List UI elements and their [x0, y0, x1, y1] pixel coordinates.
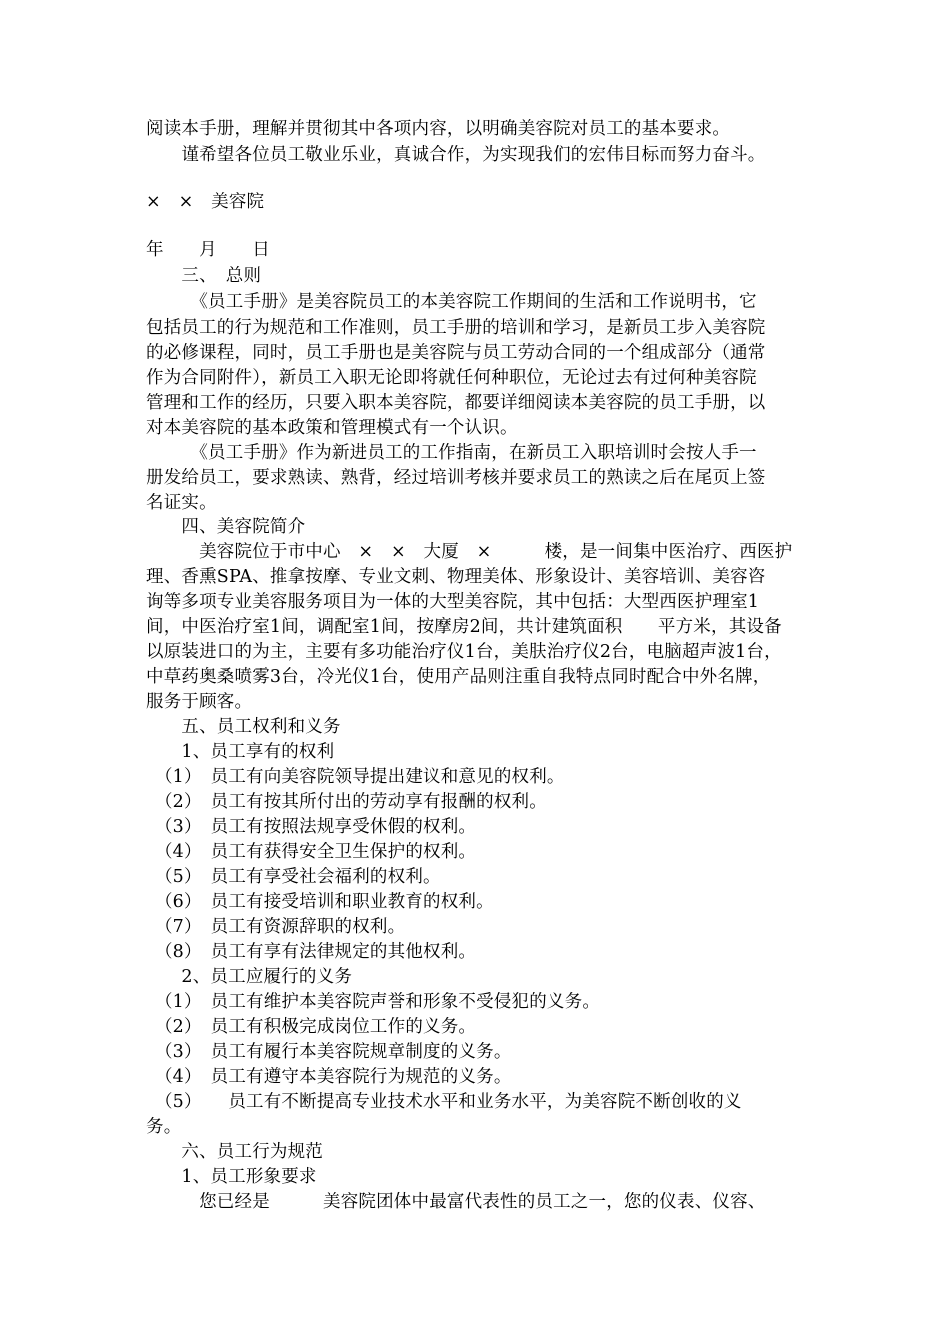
- list-item: （7） 员工有资源辞职的权利。: [146, 917, 406, 937]
- signature-date: 年 月 日: [146, 240, 270, 260]
- list-item: （4） 员工有遵守本美容院行为规范的义务。: [146, 1067, 512, 1087]
- text-line: 管理和工作的经历，只要入职本美容院，都要详细阅读本美容院的员工手册，以: [146, 393, 766, 413]
- list-item: （2） 员工有按其所付出的劳动享有报酬的权利。: [146, 792, 547, 812]
- text-line: 您已经是 美容院团体中最富代表性的员工之一，您的仪表、仪容、: [146, 1192, 766, 1212]
- list-item: （1） 员工有向美容院领导提出建议和意见的权利。: [146, 767, 565, 787]
- text-line: 的必修课程，同时，员工手册也是美容院与员工劳动合同的一个组成部分（通常: [146, 343, 766, 363]
- text-line: 谨希望各位员工敬业乐业，真诚合作，为实现我们的宏伟目标而努力奋斗。: [146, 145, 766, 165]
- text-line: 名证实。: [146, 493, 217, 513]
- text-line: 阅读本手册，理解并贯彻其中各项内容，以明确美容院对员工的基本要求。: [146, 119, 731, 139]
- text-line: 中草药奥桑喷雾3台，冷光仪1台，使用产品则注重自我特点同时配合中外名牌，: [146, 667, 771, 687]
- signature-org: × × 美容院: [146, 192, 265, 212]
- text-line: 《员工手册》是美容院员工的本美容院工作期间的生活和工作说明书，它: [146, 292, 757, 312]
- section-heading: 三、 总则: [146, 266, 262, 286]
- text-line: 服务于顾客。: [146, 692, 253, 712]
- section-heading: 四、美容院简介: [146, 517, 306, 537]
- section-heading: 六、员工行为规范: [146, 1142, 323, 1162]
- list-item: （5） 员工有不断提高专业技术水平和业务水平，为美容院不断创收的义: [146, 1092, 742, 1112]
- subsection-heading: 1、员工享有的权利: [146, 742, 335, 762]
- text-line: 册发给员工，要求熟读、熟背，经过培训考核并要求员工的熟读之后在尾页上签: [146, 468, 766, 488]
- list-item: （4） 员工有获得安全卫生保护的权利。: [146, 842, 477, 862]
- list-item: （2） 员工有积极完成岗位工作的义务。: [146, 1017, 477, 1037]
- text-line: 以原装进口的为主，主要有多功能治疗仪1台，美肤治疗仪2台，电脑超声波1台，: [146, 642, 782, 662]
- list-item: （3） 员工有按照法规享受休假的权利。: [146, 817, 477, 837]
- text-line: 询等多项专业美容服务项目为一体的大型美容院，其中包括：大型西医护理室1: [146, 592, 760, 612]
- list-item: （6） 员工有接受培训和职业教育的权利。: [146, 892, 494, 912]
- text-line: 《员工手册》作为新进员工的工作指南，在新员工入职培训时会按人手一: [146, 443, 757, 463]
- list-item: （8） 员工有享有法律规定的其他权利。: [146, 942, 477, 962]
- list-item: （3） 员工有履行本美容院规章制度的义务。: [146, 1042, 512, 1062]
- section-heading: 五、员工权利和义务: [146, 717, 341, 737]
- text-line: 理、香熏SPA、推拿按摩、专业文刺、物理美体、形象设计、美容培训、美容咨: [146, 567, 766, 587]
- text-line: 务。: [146, 1117, 182, 1137]
- text-line: 美容院位于市中心 × × 大厦 × 楼，是一间集中医治疗、西医护: [146, 542, 793, 562]
- subsection-heading: 2、员工应履行的义务: [146, 967, 353, 987]
- text-line: 间，中医治疗室1间，调配室1间，按摩房2间，共计建筑面积 平方米，其设备: [146, 617, 782, 637]
- subsection-heading: 1、员工形象要求: [146, 1167, 317, 1187]
- text-line: 包括员工的行为规范和工作准则，员工手册的培训和学习，是新员工步入美容院: [146, 318, 766, 338]
- list-item: （1） 员工有维护本美容院声誉和形象不受侵犯的义务。: [146, 992, 601, 1012]
- text-line: 对本美容院的基本政策和管理模式有一个认识。: [146, 418, 518, 438]
- text-line: 作为合同附件），新员工入职无论即将就任何种职位，无论过去有过何种美容院: [146, 368, 757, 388]
- list-item: （5） 员工有享受社会福利的权利。: [146, 867, 441, 887]
